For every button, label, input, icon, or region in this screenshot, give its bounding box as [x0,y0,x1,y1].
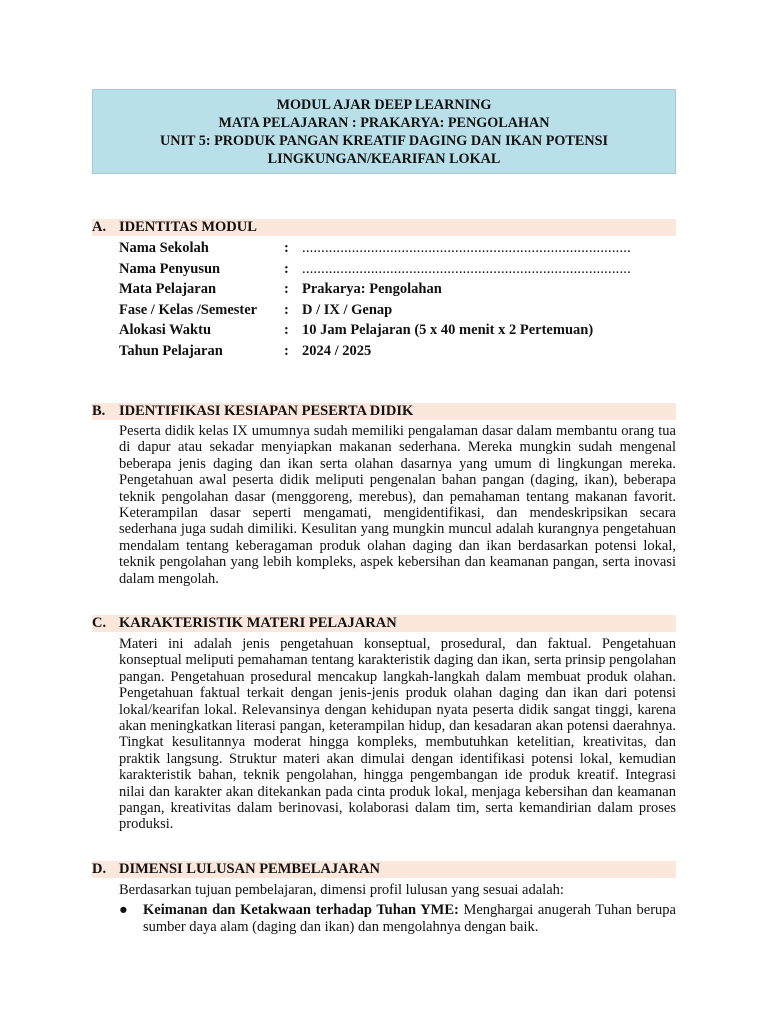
row-colon: : [284,342,289,359]
row-value: D / IX / Genap [302,301,393,318]
row-label: Alokasi Waktu [119,322,212,339]
section-c-heading [92,615,676,632]
bullet-text [143,902,676,936]
section-a-heading [92,219,676,236]
section-title: KARAKTERISTIK MATERI PELAJARAN [119,615,397,631]
identity-row-subject [119,279,679,300]
row-value: ...................................................................................... [302,260,631,277]
module-title-box [92,89,676,174]
row-value: Prakarya: Pengolahan [302,281,442,298]
row-label: Tahun Pelajaran [119,342,223,359]
row-label: Nama Penyusun [119,260,221,277]
row-value: 10 Jam Pelajaran (5 x 40 menit x 2 Pertemuan) [302,322,594,339]
section-letter: B. [92,403,106,419]
row-colon: : [284,240,289,256]
section-d-heading [92,861,676,878]
row-colon: : [284,301,289,318]
bullet-icon: ● [119,902,128,918]
row-colon: : [284,281,289,298]
section-title: DIMENSI LULUSAN PEMBELAJARAN [119,861,381,877]
row-colon: : [284,260,289,277]
row-label: Fase / Kelas /Semester [119,301,258,318]
section-d-intro: Berdasarkan tujuan pembelajaran, dimensi profil lulusan yang sesuai adalah: [119,882,564,898]
section-letter: A. [92,219,107,235]
title-line-2: MATA PELAJARAN : PRAKARYA: PENGOLAHAN [218,114,550,131]
row-label: Nama Sekolah [119,240,209,256]
bullet-title: Keimanan dan Ketakwaan terhadap Tuhan YME: [143,902,459,918]
title-line-1: MODUL AJAR DEEP LEARNING [276,96,492,113]
title-line-4: LINGKUNGAN/KEARIFAN LOKAL [267,150,501,167]
row-value: 2024 / 2025 [302,342,372,359]
row-value: ...................................................................................... [302,240,631,256]
section-b-heading [92,403,676,420]
identity-row-time [119,320,679,341]
identity-row-year [119,341,679,362]
section-c-paragraph: Materi ini adalah jenis pengetahuan konseptual, prosedural, dan faktual. Pengetahuan konseptual meliputi pemahaman tentang karakteristik daging dan ikan, serta prinsip pengolahan pangan. Pengetahuan prosedural mencakup langkah-langkah dalam membuat produk olahan. Pengetahuan faktual terkait dengan jenis-jenis produk olahan daging dan ikan dari potensi lokal/kearifan lokal. Relevansinya dengan kehidupan nyata peserta didik sangat tinggi, karena akan meningkatkan literasi pangan, keterampilan hidup, dan kesadaran akan potensi daerahnya. Tingkat kesulitannya moderat hingga kompleks, membutuhkan ketelitian, kreativitas, dan praktik langsung. Struktur materi akan dimulai dengan identifikasi potensi lokal, kemudian karakteristik bahan, teknik pengolahan, hingga pengembangan ide produk kreatif. Integrasi nilai dan karakter akan ditekankan pada cinta produk lokal, menjaga kebersihan dan keamanan pangan, kreativitas dalam berinovasi, kolaborasi dalam tim, serta kemandirian dalam proses produksi. [119,636,676,833]
bullet-description: Menghargai anugerah Tuhan berupa sumber daya alam (daging dan ikan) dan mengolahnya dengan baik. [143,902,676,935]
section-b-paragraph: Peserta didik kelas IX umumnya sudah memiliki pengalaman dasar dalam membantu orang tua di dapur atau sekadar menyiapkan makanan sederhana. Mereka mungkin sudah mengenal beberapa jenis daging dan ikan serta olahan dasarnya yang umum di lingkungan mereka. Pengetahuan awal peserta didik meliputi pengenalan bahan pangan (daging, ikan), beberapa teknik pengolahan dasar (menggoreng, merebus), dan pemahaman tentang makanan favorit. Keterampilan dasar seperti mengamati, mengidentifikasi, dan mendeskripsikan secara sederhana juga sudah dimiliki. Kesulitan yang mungkin muncul adalah kurangnya pengetahuan mendalam tentang keberagaman produk olahan daging dan ikan berdasarkan potensi lokal, teknik pengolahan yang lebih kompleks, aspek kebersihan dan keamanan pangan, serta inovasi dalam mengolah. [119,423,676,587]
identity-row-phase [119,300,679,321]
title-line-3: UNIT 5: PRODUK PANGAN KREATIF DAGING DAN IKAN POTENSI [160,132,608,149]
row-colon: : [284,322,289,339]
section-letter: D. [92,861,107,877]
section-title: IDENTIFIKASI KESIAPAN PESERTA DIDIK [119,403,414,419]
row-label: Mata Pelajaran [119,281,217,298]
section-letter: C. [92,615,107,631]
identity-table [119,238,679,362]
section-title: IDENTITAS MODUL [119,219,257,235]
identity-row-school [119,238,679,259]
identity-row-author [119,259,679,280]
